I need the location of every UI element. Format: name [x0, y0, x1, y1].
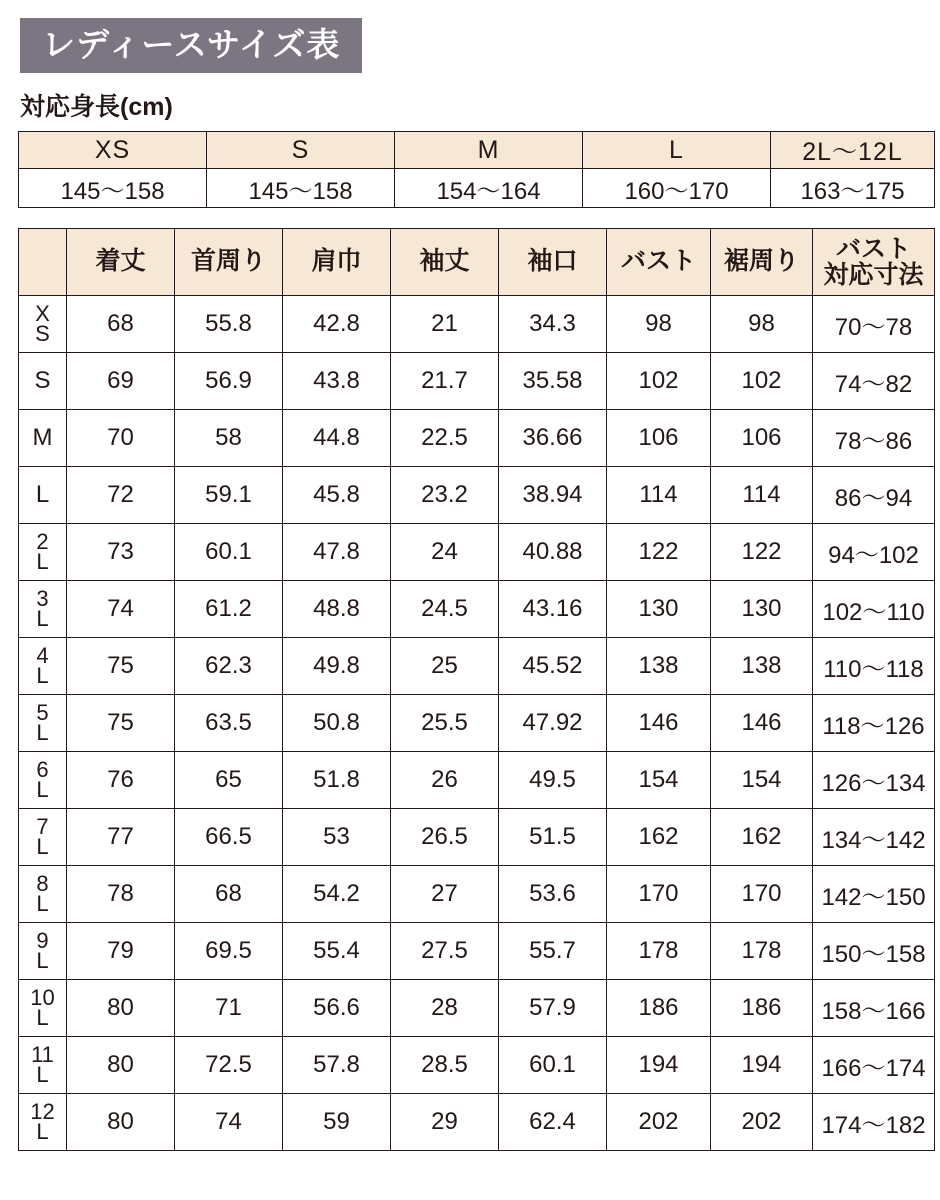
table-row [19, 980, 935, 1037]
row-size-label: L [19, 467, 67, 524]
table-row [19, 1037, 935, 1094]
table-cell: 72 [67, 467, 175, 524]
row-size-line1: 4 [36, 642, 49, 668]
table-cell: 50.8 [283, 695, 391, 752]
table-cell: 28.5 [391, 1037, 499, 1094]
row-size-label [19, 1037, 67, 1094]
table-cell: 57.8 [283, 1037, 391, 1094]
table-cell: 62.4 [499, 1094, 607, 1151]
row-size-label [19, 809, 67, 866]
table-cell: 68 [67, 296, 175, 353]
measurement-header-cell: 着丈 [67, 229, 175, 296]
table-cell: 26.5 [391, 809, 499, 866]
height-header-cell: M [395, 132, 583, 169]
table-cell: 24.5 [391, 581, 499, 638]
table-cell: 138 [711, 638, 813, 695]
table-cell: 138 [607, 638, 711, 695]
table-cell: 51.5 [499, 809, 607, 866]
table-cell: 146 [711, 695, 813, 752]
table-cell: 70〜78 [813, 296, 935, 353]
table-cell: 102〜110 [813, 581, 935, 638]
row-size-label [19, 695, 67, 752]
table-cell: 102 [607, 353, 711, 410]
table-cell: 47.8 [283, 524, 391, 581]
table-cell: 29 [391, 1094, 499, 1151]
table-cell: 154 [711, 752, 813, 809]
table-cell: 114 [607, 467, 711, 524]
table-cell: 170 [711, 866, 813, 923]
table-cell: 69.5 [175, 923, 283, 980]
table-cell: 57.9 [499, 980, 607, 1037]
row-size-line2: L [36, 891, 49, 916]
table-cell: 102 [711, 353, 813, 410]
height-value-cell: 154〜164 [395, 169, 583, 208]
table-cell: 26 [391, 752, 499, 809]
table-cell: 186 [711, 980, 813, 1037]
measurement-table-body [19, 296, 935, 1151]
table-cell: 142〜150 [813, 866, 935, 923]
table-cell: 126〜134 [813, 752, 935, 809]
table-cell: 94〜102 [813, 524, 935, 581]
row-size-label [19, 1094, 67, 1151]
table-cell: 86〜94 [813, 467, 935, 524]
table-cell: 54.2 [283, 866, 391, 923]
table-cell: 22.5 [391, 410, 499, 467]
table-cell: 49.5 [499, 752, 607, 809]
measurement-header-size [19, 229, 67, 296]
table-cell: 60.1 [175, 524, 283, 581]
table-cell: 162 [711, 809, 813, 866]
table-cell: 59.1 [175, 467, 283, 524]
row-size-label [19, 752, 67, 809]
height-table [18, 131, 935, 208]
table-cell: 21.7 [391, 353, 499, 410]
height-section-label: 対応身長(cm) [20, 93, 173, 121]
table-cell: 53 [283, 809, 391, 866]
row-size-line1: 8 [36, 870, 49, 896]
row-size-line1: X [35, 300, 50, 326]
measurement-header-cell: 袖口 [499, 229, 607, 296]
row-size-label: M [19, 410, 67, 467]
table-cell: 60.1 [499, 1037, 607, 1094]
row-size-line2: L [36, 1119, 49, 1144]
table-cell: 27 [391, 866, 499, 923]
table-cell: 61.2 [175, 581, 283, 638]
table-cell: 66.5 [175, 809, 283, 866]
table-cell: 73 [67, 524, 175, 581]
measurement-section [18, 228, 928, 1151]
table-cell: 158〜166 [813, 980, 935, 1037]
table-row [19, 353, 935, 410]
measurement-header-cell: 裾周り [711, 229, 813, 296]
row-size-label [19, 866, 67, 923]
table-cell: 78 [67, 866, 175, 923]
row-size-line1: 12 [30, 1098, 55, 1124]
row-size-line2: L [36, 663, 49, 688]
row-size-label [19, 524, 67, 581]
table-cell: 118〜126 [813, 695, 935, 752]
table-cell: 146 [607, 695, 711, 752]
table-cell: 43.16 [499, 581, 607, 638]
table-cell: 75 [67, 638, 175, 695]
table-cell: 65 [175, 752, 283, 809]
table-cell: 21 [391, 296, 499, 353]
table-cell: 154 [607, 752, 711, 809]
row-size-line2: L [36, 777, 49, 802]
measurement-table [18, 228, 935, 1151]
measurement-header-cell: 首周り [175, 229, 283, 296]
table-cell: 77 [67, 809, 175, 866]
table-cell: 162 [607, 809, 711, 866]
table-cell: 47.92 [499, 695, 607, 752]
table-cell: 43.8 [283, 353, 391, 410]
table-cell: 27.5 [391, 923, 499, 980]
table-row [19, 296, 935, 353]
height-table-header-row [19, 132, 935, 169]
row-size-line1: 3 [36, 585, 49, 611]
table-cell: 63.5 [175, 695, 283, 752]
table-cell: 79 [67, 923, 175, 980]
height-table-value-row [19, 169, 935, 208]
row-size-line1: 9 [36, 927, 49, 953]
table-cell: 178 [607, 923, 711, 980]
row-size-label: S [19, 353, 67, 410]
table-cell: 114 [711, 467, 813, 524]
table-cell: 24 [391, 524, 499, 581]
table-cell: 59 [283, 1094, 391, 1151]
table-cell: 28 [391, 980, 499, 1037]
table-cell: 45.52 [499, 638, 607, 695]
row-size-line2: L [36, 1062, 49, 1087]
table-cell: 71 [175, 980, 283, 1037]
table-cell: 56.6 [283, 980, 391, 1037]
table-cell: 40.88 [499, 524, 607, 581]
table-cell: 48.8 [283, 581, 391, 638]
height-header-cell: L [583, 132, 771, 169]
page-title: レディースサイズ表 [20, 18, 362, 73]
table-row [19, 410, 935, 467]
table-row [19, 1094, 935, 1151]
table-cell: 56.9 [175, 353, 283, 410]
table-cell: 45.8 [283, 467, 391, 524]
bust-header-line1: バスト [835, 234, 911, 263]
table-cell: 23.2 [391, 467, 499, 524]
table-row [19, 524, 935, 581]
table-row [19, 467, 935, 524]
measurement-header-cell: バスト [607, 229, 711, 296]
table-cell: 53.6 [499, 866, 607, 923]
measurement-header-row [19, 229, 935, 296]
table-cell: 130 [607, 581, 711, 638]
height-value-cell: 145〜158 [207, 169, 395, 208]
table-cell: 49.8 [283, 638, 391, 695]
table-cell: 106 [711, 410, 813, 467]
table-cell: 55.4 [283, 923, 391, 980]
table-cell: 74〜82 [813, 353, 935, 410]
table-cell: 170 [607, 866, 711, 923]
height-value-cell: 145〜158 [19, 169, 207, 208]
table-cell: 130 [711, 581, 813, 638]
table-cell: 106 [607, 410, 711, 467]
table-cell: 122 [607, 524, 711, 581]
table-cell: 80 [67, 980, 175, 1037]
row-size-label [19, 923, 67, 980]
table-cell: 98 [711, 296, 813, 353]
table-row [19, 581, 935, 638]
measurement-header-cell: 肩巾 [283, 229, 391, 296]
height-header-cell: S [207, 132, 395, 169]
table-cell: 75 [67, 695, 175, 752]
table-cell: 194 [711, 1037, 813, 1094]
row-size-line2: L [36, 720, 49, 745]
table-cell: 150〜158 [813, 923, 935, 980]
table-cell: 55.8 [175, 296, 283, 353]
table-row [19, 866, 935, 923]
table-row [19, 923, 935, 980]
measurement-header-cell: 袖丈 [391, 229, 499, 296]
height-header-cell: 2L〜12L [771, 132, 935, 169]
table-cell: 58 [175, 410, 283, 467]
table-cell: 72.5 [175, 1037, 283, 1094]
table-row [19, 752, 935, 809]
measurement-header-cell-bust [813, 229, 935, 296]
row-size-line2: L [36, 948, 49, 973]
table-cell: 68 [175, 866, 283, 923]
table-cell: 44.8 [283, 410, 391, 467]
row-size-label [19, 581, 67, 638]
table-cell: 51.8 [283, 752, 391, 809]
bust-header-line2: 対応寸法 [823, 261, 924, 289]
table-cell: 76 [67, 752, 175, 809]
height-header-cell: XS [19, 132, 207, 169]
row-size-line1: 7 [36, 813, 49, 839]
table-cell: 25.5 [391, 695, 499, 752]
table-cell: 166〜174 [813, 1037, 935, 1094]
table-cell: 70 [67, 410, 175, 467]
row-size-line1: 10 [30, 984, 55, 1010]
table-cell: 38.94 [499, 467, 607, 524]
table-cell: 34.3 [499, 296, 607, 353]
table-cell: 80 [67, 1094, 175, 1151]
table-cell: 55.7 [499, 923, 607, 980]
table-cell: 35.58 [499, 353, 607, 410]
table-row [19, 638, 935, 695]
table-cell: 186 [607, 980, 711, 1037]
row-size-line2: L [36, 1005, 49, 1030]
table-cell: 98 [607, 296, 711, 353]
table-cell: 74 [67, 581, 175, 638]
height-value-cell: 160〜170 [583, 169, 771, 208]
table-cell: 178 [711, 923, 813, 980]
height-value-cell: 163〜175 [771, 169, 935, 208]
table-cell: 69 [67, 353, 175, 410]
row-size-label [19, 638, 67, 695]
row-size-line2: L [36, 549, 49, 574]
row-size-label [19, 980, 67, 1037]
row-size-line2: L [36, 834, 49, 859]
table-cell: 202 [607, 1094, 711, 1151]
row-size-line1: 11 [31, 1041, 54, 1067]
table-row [19, 695, 935, 752]
row-size-line1: 6 [36, 756, 49, 782]
row-size-line2: L [36, 606, 49, 631]
row-size-line1: 5 [36, 699, 49, 725]
row-size-line2: S [35, 321, 50, 346]
table-cell: 122 [711, 524, 813, 581]
row-size-line1: 2 [36, 528, 49, 554]
table-cell: 78〜86 [813, 410, 935, 467]
table-cell: 110〜118 [813, 638, 935, 695]
table-cell: 194 [607, 1037, 711, 1094]
table-row [19, 809, 935, 866]
table-cell: 62.3 [175, 638, 283, 695]
table-cell: 74 [175, 1094, 283, 1151]
table-cell: 80 [67, 1037, 175, 1094]
table-cell: 202 [711, 1094, 813, 1151]
table-cell: 134〜142 [813, 809, 935, 866]
table-cell: 42.8 [283, 296, 391, 353]
table-cell: 174〜182 [813, 1094, 935, 1151]
row-size-label [19, 296, 67, 353]
table-cell: 25 [391, 638, 499, 695]
table-cell: 36.66 [499, 410, 607, 467]
